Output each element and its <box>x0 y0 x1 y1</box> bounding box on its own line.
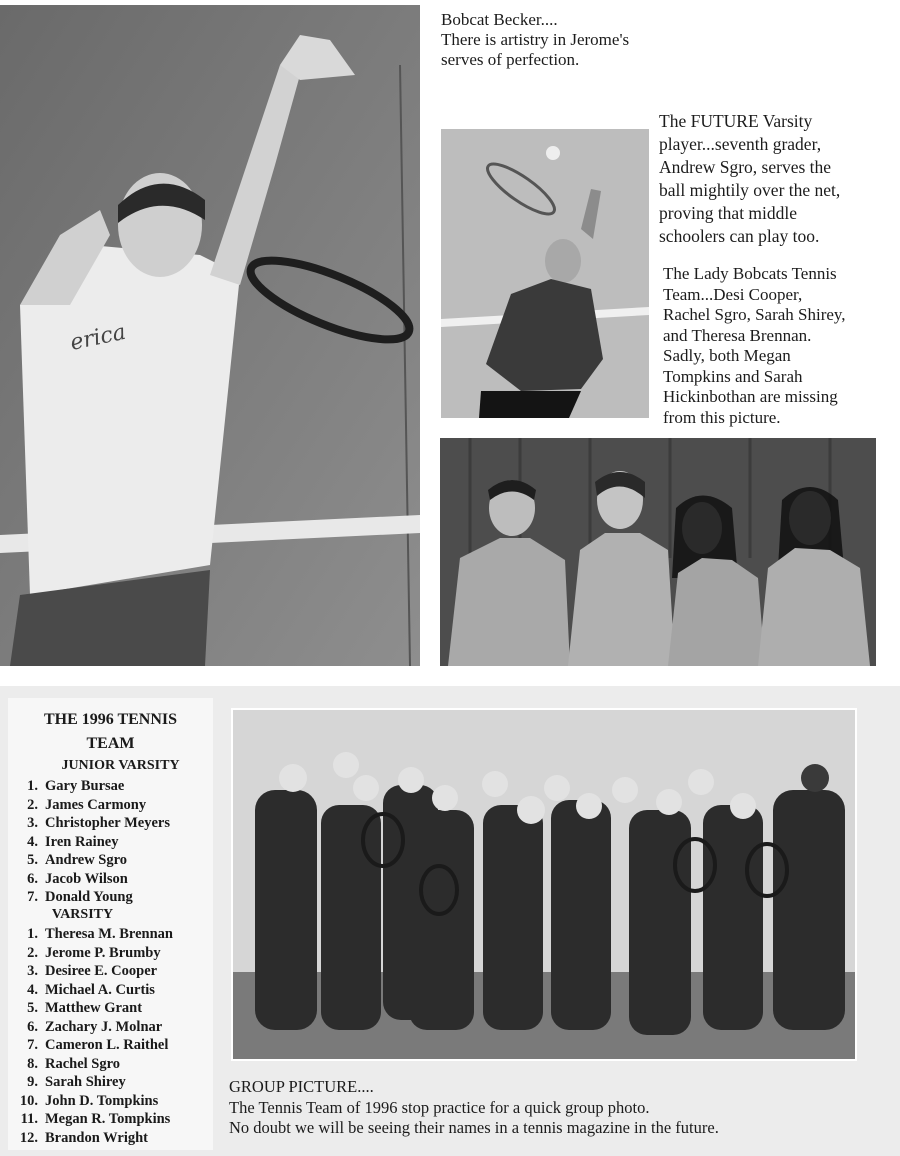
list-item: 2. Jerome P. Brumby <box>27 944 161 961</box>
list-item: 2. James Carmony <box>27 796 147 813</box>
becker-serve-photo <box>0 5 420 666</box>
list-item: 1. Gary Bursae <box>27 778 125 794</box>
group-caption <box>229 1077 719 1139</box>
list-item: 4. Iren Rainey <box>27 833 119 850</box>
caption-line: player...seventh grader, <box>659 134 822 154</box>
caption-line: Rachel Sgro, Sarah Shirey, <box>663 305 846 324</box>
junior-varsity-heading: JUNIOR VARSITY <box>61 758 180 773</box>
list-item: 5. Matthew Grant <box>27 1000 143 1016</box>
list-item: 6. Zachary J. Molnar <box>27 1018 163 1035</box>
caption-line: from this picture. <box>663 407 781 427</box>
list-item: 7. Cameron L. Raithel <box>27 1037 169 1053</box>
caption-line: ball mightily over the net, <box>659 180 841 200</box>
caption-line: No doubt we will be seeing their names in a tennis magazine in the future. <box>229 1118 719 1137</box>
caption-line: Sadly, both Megan <box>663 346 791 365</box>
caption-line: Tompkins and Sarah <box>663 366 803 386</box>
list-item: 5. Andrew Sgro <box>27 852 128 868</box>
caption-line: GROUP PICTURE.... <box>229 1077 374 1096</box>
lady-bobcats-caption <box>663 264 846 428</box>
future-varsity-caption <box>659 110 840 248</box>
caption-line: Hickinbothan are missing <box>663 387 838 406</box>
list-item: 3. Christopher Meyers <box>27 815 170 831</box>
list-item: 8. Rachel Sgro <box>27 1055 121 1072</box>
caption-line: There is artistry in Jerome's <box>441 30 630 49</box>
list-item: 9. Sarah Shirey <box>27 1074 126 1090</box>
list-item: 1. Theresa M. Brennan <box>27 926 173 942</box>
roster-title-line2: TEAM <box>86 735 135 752</box>
list-item: 3. Desiree E. Cooper <box>27 963 158 979</box>
list-item: 10. John D. Tompkins <box>19 1092 159 1109</box>
roster-title-line1: THE 1996 TENNIS <box>43 711 178 728</box>
becker-jersey-text: erica <box>68 319 129 356</box>
list-item: 6. Jacob Wilson <box>27 870 128 887</box>
caption-line: The FUTURE Varsity <box>659 111 813 131</box>
varsity-heading: VARSITY <box>51 907 114 922</box>
lady-bobcats-photo <box>440 438 876 666</box>
caption-line: proving that middle <box>659 203 798 223</box>
junior-varsity-list <box>8 777 170 907</box>
varsity-list <box>8 925 173 1147</box>
becker-caption <box>441 10 629 70</box>
group-photo <box>231 708 857 1061</box>
future-varsity-photo <box>441 129 649 418</box>
list-item: 4. Michael A. Curtis <box>27 981 155 998</box>
list-item: 11. Megan R. Tompkins <box>20 1111 171 1127</box>
caption-line: The Lady Bobcats Tennis <box>663 264 837 283</box>
list-item: 7. Donald Young <box>27 889 133 905</box>
team-roster <box>8 698 213 1150</box>
caption-line: The Tennis Team of 1996 stop practice for a quick group photo. <box>229 1097 650 1117</box>
caption-line: Bobcat Becker.... <box>441 10 558 29</box>
caption-line: and Theresa Brennan. <box>663 325 812 345</box>
caption-line: Andrew Sgro, serves the <box>659 157 832 177</box>
list-item: 12. Brandon Wright <box>19 1129 149 1146</box>
caption-line: Team...Desi Cooper, <box>663 284 803 304</box>
caption-line: serves of perfection. <box>441 50 580 69</box>
caption-line: schoolers can play too. <box>659 226 820 246</box>
